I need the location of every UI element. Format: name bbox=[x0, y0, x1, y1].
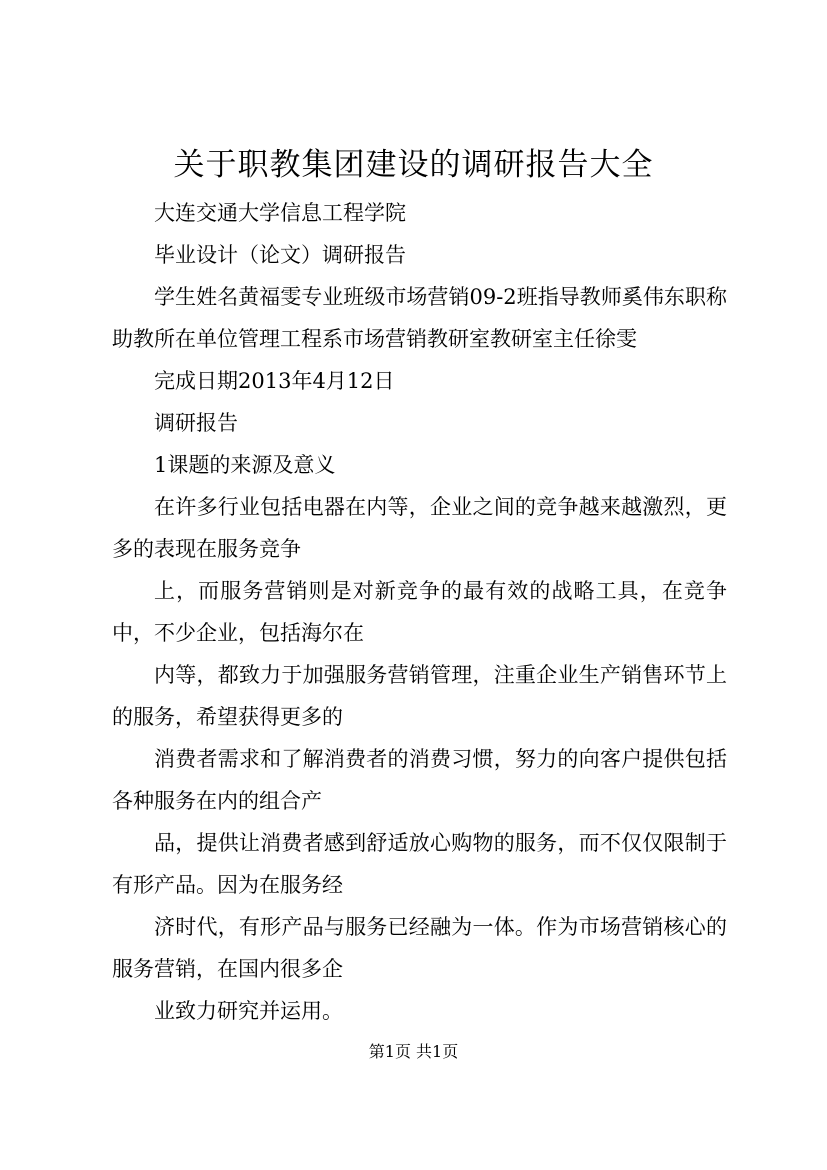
paragraph-subsection-heading: 1课题的来源及意义 bbox=[154, 453, 336, 477]
paragraph-body-3: 内等，都致力于加强服务营销管理，注重企业生产销售环节上的服务，希望获得更多的 bbox=[112, 663, 727, 729]
paragraph-body-6: 济时代，有形产品与服务已经融为一体。作为市场营销核心的服务营销，在国内很多企 bbox=[112, 915, 727, 981]
paragraph-body-2: 上，而服务营销则是对新竞争的最有效的战略工具，在竞争中，不少企业，包括海尔在 bbox=[112, 579, 727, 645]
document-title: 关于职教集团建设的调研报告大全 bbox=[173, 147, 654, 183]
paragraph-completion-date: 完成日期2013年4月12日 bbox=[154, 369, 395, 393]
paragraph-body-7: 业致力研究并运用。 bbox=[154, 999, 343, 1023]
paragraph-report-type: 毕业设计（论文）调研报告 bbox=[154, 243, 406, 267]
paragraph-section-heading: 调研报告 bbox=[154, 411, 238, 435]
paragraph-body-1: 在许多行业包括电器在内等，企业之间的竞争越来越激烈，更多的表现在服务竞争 bbox=[112, 495, 727, 561]
paragraph-school: 大连交通大学信息工程学院 bbox=[154, 201, 406, 225]
document-body bbox=[112, 192, 727, 1032]
page-footer: 第1页 共1页 bbox=[368, 1042, 459, 1061]
paragraph-student-info: 学生姓名黄福雯专业班级市场营销09-2班指导教师奚伟东职称助教所在单位管理工程系市场营销教研室教研室主任徐雯 bbox=[112, 285, 727, 351]
paragraph-body-4: 消费者需求和了解消费者的消费习惯，努力的向客户提供包括各种服务在内的组合产 bbox=[112, 747, 727, 813]
paragraph-body-5: 品，提供让消费者感到舒适放心购物的服务，而不仅仅限制于有形产品。因为在服务经 bbox=[112, 831, 727, 897]
